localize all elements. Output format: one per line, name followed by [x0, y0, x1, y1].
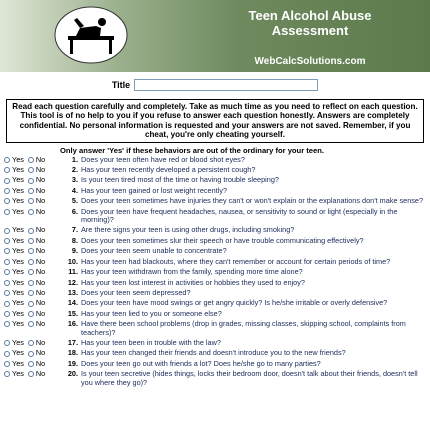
- yes-radio[interactable]: [4, 269, 10, 275]
- yes-option[interactable]: [4, 370, 24, 378]
- answer-options: [0, 310, 64, 318]
- title-input[interactable]: [134, 79, 318, 91]
- question-row: [0, 237, 430, 245]
- title-label: Title: [111, 80, 131, 90]
- no-option[interactable]: [28, 197, 45, 205]
- answer-options: [0, 247, 64, 255]
- question-number: 11.: [68, 267, 78, 277]
- no-option[interactable]: [28, 320, 45, 328]
- yes-label: Yes: [12, 337, 24, 347]
- no-radio[interactable]: [28, 248, 34, 254]
- answer-options: [0, 268, 64, 276]
- question-text: Does your teen go out with friends a lot? Does he/she go to many parties?: [81, 358, 321, 368]
- page-title-line1: Teen Alcohol Abuse: [248, 8, 372, 23]
- question-row: [0, 258, 430, 266]
- no-label: No: [35, 287, 46, 297]
- question-row: [0, 370, 430, 387]
- answer-options: [0, 370, 64, 378]
- no-radio[interactable]: [28, 228, 34, 234]
- no-option[interactable]: [28, 268, 45, 276]
- yes-option[interactable]: [4, 320, 24, 328]
- question-number: 2.: [71, 165, 78, 175]
- no-label: No: [35, 196, 46, 206]
- question-number: 1.: [71, 154, 78, 164]
- yes-radio[interactable]: [4, 351, 10, 357]
- yes-option[interactable]: [4, 166, 24, 174]
- question-text: Has your teen lost interest in activities or hobbies they used to enjoy?: [81, 277, 305, 287]
- yes-label: Yes: [12, 175, 24, 185]
- yes-label: Yes: [12, 267, 24, 277]
- yes-radio[interactable]: [4, 209, 10, 215]
- no-label: No: [35, 308, 46, 318]
- yes-label: Yes: [12, 235, 24, 245]
- no-radio[interactable]: [28, 371, 34, 377]
- yes-option[interactable]: [4, 237, 24, 245]
- no-label: No: [35, 235, 46, 245]
- question-text: Does your teen often have red or blood shot eyes?: [81, 154, 245, 164]
- answer-options: [0, 320, 64, 328]
- question-text: Has your teen recently developed a persistent cough?: [81, 165, 256, 175]
- question-text: Has your teen been in trouble with the law?: [81, 337, 221, 347]
- question-text: Has your teen withdrawn from the family, spending more time alone?: [81, 267, 303, 277]
- yes-radio[interactable]: [4, 157, 10, 163]
- yes-radio[interactable]: [4, 301, 10, 307]
- question-row: [0, 339, 430, 347]
- answer-options: [0, 166, 64, 174]
- yes-option[interactable]: [4, 268, 24, 276]
- yes-option[interactable]: [4, 339, 24, 347]
- question-row: [0, 279, 430, 287]
- no-radio[interactable]: [28, 311, 34, 317]
- page-title: [210, 8, 410, 38]
- no-label: No: [35, 337, 46, 347]
- question-row: [0, 247, 430, 255]
- question-number: 17.: [67, 337, 78, 347]
- no-radio[interactable]: [28, 290, 34, 296]
- no-label: No: [35, 348, 46, 358]
- page-title-line2: Assessment: [271, 23, 349, 38]
- title-field-row: [0, 75, 430, 95]
- no-option[interactable]: [28, 279, 45, 287]
- no-label: No: [35, 298, 46, 308]
- no-label: No: [35, 256, 46, 266]
- question-row: [0, 187, 430, 195]
- yes-label: Yes: [12, 348, 24, 358]
- question-number: 13.: [67, 287, 78, 297]
- question-row: [0, 320, 430, 337]
- question-row: [0, 226, 430, 234]
- question-number: 4.: [71, 185, 78, 195]
- yes-radio[interactable]: [4, 248, 10, 254]
- yes-option[interactable]: [4, 156, 24, 164]
- question-number: 19.: [67, 358, 78, 368]
- yes-label: Yes: [12, 165, 24, 175]
- yes-option[interactable]: [4, 176, 24, 184]
- no-label: No: [35, 319, 46, 329]
- yes-radio[interactable]: [4, 238, 10, 244]
- question-number: 3.: [71, 175, 78, 185]
- no-option[interactable]: [28, 226, 45, 234]
- question-text: Has your teen lied to you or someone else?: [81, 308, 222, 318]
- no-radio[interactable]: [28, 209, 34, 215]
- question-row: [0, 360, 430, 368]
- question-text: Is your teen tired most of the time or having trouble sleeping?: [81, 175, 279, 185]
- question-row: [0, 208, 430, 225]
- question-number: 20.: [67, 369, 78, 379]
- no-option[interactable]: [28, 166, 45, 174]
- no-label: No: [35, 154, 46, 164]
- no-radio[interactable]: [28, 269, 34, 275]
- no-label: No: [35, 277, 46, 287]
- question-number: 6.: [71, 206, 78, 216]
- no-option[interactable]: [28, 237, 45, 245]
- yes-radio[interactable]: [4, 228, 10, 234]
- no-radio[interactable]: [28, 188, 34, 194]
- question-row: [0, 299, 430, 307]
- yes-label: Yes: [12, 256, 24, 266]
- no-label: No: [35, 165, 46, 175]
- question-text: Does your teen have mood swings or get angry quickly? Is he/she irritable or overly defensive?: [81, 298, 388, 308]
- yes-radio[interactable]: [4, 198, 10, 204]
- question-text: Does your teen sometimes slur their speech or have trouble communicating effectively?: [81, 235, 364, 245]
- question-row: [0, 176, 430, 184]
- no-radio[interactable]: [28, 238, 34, 244]
- yes-option[interactable]: [4, 310, 24, 318]
- no-label: No: [35, 369, 46, 379]
- yes-label: Yes: [12, 319, 24, 329]
- yes-label: Yes: [12, 369, 24, 379]
- no-radio[interactable]: [28, 340, 34, 346]
- no-radio[interactable]: [28, 178, 34, 184]
- question-row: [0, 156, 430, 164]
- question-number: 9.: [71, 246, 78, 256]
- answer-options: [0, 279, 64, 287]
- no-option[interactable]: [28, 370, 45, 378]
- yes-radio[interactable]: [4, 311, 10, 317]
- answer-options: [0, 360, 64, 368]
- no-radio[interactable]: [28, 351, 34, 357]
- question-number: 16.: [67, 319, 78, 329]
- no-label: No: [35, 175, 46, 185]
- yes-radio[interactable]: [4, 340, 10, 346]
- no-label: No: [35, 358, 46, 368]
- no-option[interactable]: [28, 258, 45, 266]
- yes-option[interactable]: [4, 349, 24, 357]
- yes-label: Yes: [12, 185, 24, 195]
- yes-radio[interactable]: [4, 259, 10, 265]
- answer-options: [0, 187, 64, 195]
- yes-radio[interactable]: [4, 290, 10, 296]
- no-label: No: [35, 185, 46, 195]
- no-radio[interactable]: [28, 157, 34, 163]
- yes-label: Yes: [12, 298, 24, 308]
- no-option[interactable]: [28, 339, 45, 347]
- yes-option[interactable]: [4, 299, 24, 307]
- yes-label: Yes: [12, 358, 24, 368]
- no-label: No: [35, 225, 46, 235]
- question-text: Has your teen gained or lost weight recently?: [81, 185, 228, 195]
- question-text: Is your teen secretive (hides things, locks their bedroom door, doesn't talk about their friends, doesn't tell you where they go)?: [81, 369, 418, 387]
- question-number: 12.: [67, 277, 78, 287]
- answer-options: [0, 299, 64, 307]
- question-row: [0, 289, 430, 297]
- yes-label: Yes: [12, 196, 24, 206]
- question-text: Does your teen have frequent headaches, nausea, or sensitivity to sound or light (especially in the morning)?: [81, 206, 398, 225]
- question-text: Has your teen changed their friends and doesn't introduce you to the new friends?: [81, 348, 346, 358]
- no-option[interactable]: [28, 156, 45, 164]
- no-option[interactable]: [28, 289, 45, 297]
- yes-option[interactable]: [4, 258, 24, 266]
- intro-notice: Read each question carefully and completely. Take as much time as you need to reflect on each question. This tool is of no help to you if you refuse to answer each question honestly. Answers are completely confidential. No personal information is requested and your answers are not saved. Remember, if you cheat, you're only cheating yourself.: [6, 99, 424, 143]
- no-option[interactable]: [28, 208, 45, 216]
- question-row: [0, 166, 430, 174]
- question-number: 15.: [67, 308, 78, 318]
- no-option[interactable]: [28, 360, 45, 368]
- no-label: No: [35, 246, 46, 256]
- answer-options: [0, 197, 64, 205]
- no-radio[interactable]: [28, 361, 34, 367]
- yes-radio[interactable]: [4, 280, 10, 286]
- answer-options: [0, 208, 64, 216]
- yes-option[interactable]: [4, 360, 24, 368]
- yes-radio[interactable]: [4, 321, 10, 327]
- yes-option[interactable]: [4, 208, 24, 216]
- question-number: 14.: [67, 298, 78, 308]
- yes-radio[interactable]: [4, 167, 10, 173]
- yes-option[interactable]: [4, 289, 24, 297]
- answer-options: [0, 258, 64, 266]
- question-text: Are there signs your teen is using other drugs, including smoking?: [81, 225, 295, 235]
- no-radio[interactable]: [28, 321, 34, 327]
- yes-label: Yes: [12, 277, 24, 287]
- no-option[interactable]: [28, 310, 45, 318]
- yes-label: Yes: [12, 287, 24, 297]
- instruction-text: Only answer 'Yes' if these behaviors are out of the ordinary for your teen.: [60, 145, 324, 155]
- no-label: No: [35, 206, 46, 216]
- answer-options: [0, 237, 64, 245]
- no-option[interactable]: [28, 299, 45, 307]
- yes-radio[interactable]: [4, 371, 10, 377]
- no-radio[interactable]: [28, 198, 34, 204]
- yes-option[interactable]: [4, 226, 24, 234]
- site-name: WebCalcSolutions.com: [254, 56, 366, 67]
- answer-options: [0, 349, 64, 357]
- question-row: [0, 197, 430, 205]
- no-radio[interactable]: [28, 301, 34, 307]
- answer-options: [0, 289, 64, 297]
- no-radio[interactable]: [28, 280, 34, 286]
- yes-label: Yes: [12, 154, 24, 164]
- no-option[interactable]: [28, 176, 45, 184]
- question-text: Have there been school problems (drop in grades, missing classes, skipping school, complaints from teachers)?: [81, 319, 406, 337]
- yes-option[interactable]: [4, 197, 24, 205]
- header-banner: [0, 0, 430, 72]
- yes-radio[interactable]: [4, 188, 10, 194]
- no-option[interactable]: [28, 187, 45, 195]
- no-radio[interactable]: [28, 167, 34, 173]
- answer-options: [0, 156, 64, 164]
- no-option[interactable]: [28, 247, 45, 255]
- question-text: Has your teen had blackouts, where they can't remember or account for certain periods of time?: [81, 256, 391, 266]
- no-radio[interactable]: [28, 259, 34, 265]
- yes-label: Yes: [12, 246, 24, 256]
- question-number: 5.: [71, 196, 78, 206]
- question-number: 18.: [67, 348, 78, 358]
- answer-options: [0, 226, 64, 234]
- yes-radio[interactable]: [4, 361, 10, 367]
- question-text: Does your teen seem depressed?: [81, 287, 191, 297]
- question-list: [0, 156, 430, 387]
- no-option[interactable]: [28, 349, 45, 357]
- person-resting-logo-icon: [54, 6, 128, 64]
- yes-option[interactable]: [4, 279, 24, 287]
- yes-radio[interactable]: [4, 178, 10, 184]
- question-row: [0, 310, 430, 318]
- question-row: [0, 349, 430, 357]
- answer-options: [0, 339, 64, 347]
- no-label: No: [35, 267, 46, 277]
- question-number: 10.: [67, 256, 78, 266]
- question-text: Does your teen seem unable to concentrate?: [81, 246, 227, 256]
- question-number: 7.: [71, 225, 78, 235]
- yes-option[interactable]: [4, 187, 24, 195]
- answer-options: [0, 176, 64, 184]
- question-number: 8.: [71, 235, 78, 245]
- yes-option[interactable]: [4, 247, 24, 255]
- yes-label: Yes: [12, 308, 24, 318]
- question-row: [0, 268, 430, 276]
- question-text: Does your teen sometimes have injuries they can't or won't explain or the explanations don't make sense?: [81, 196, 424, 206]
- yes-label: Yes: [12, 206, 24, 216]
- yes-label: Yes: [12, 225, 24, 235]
